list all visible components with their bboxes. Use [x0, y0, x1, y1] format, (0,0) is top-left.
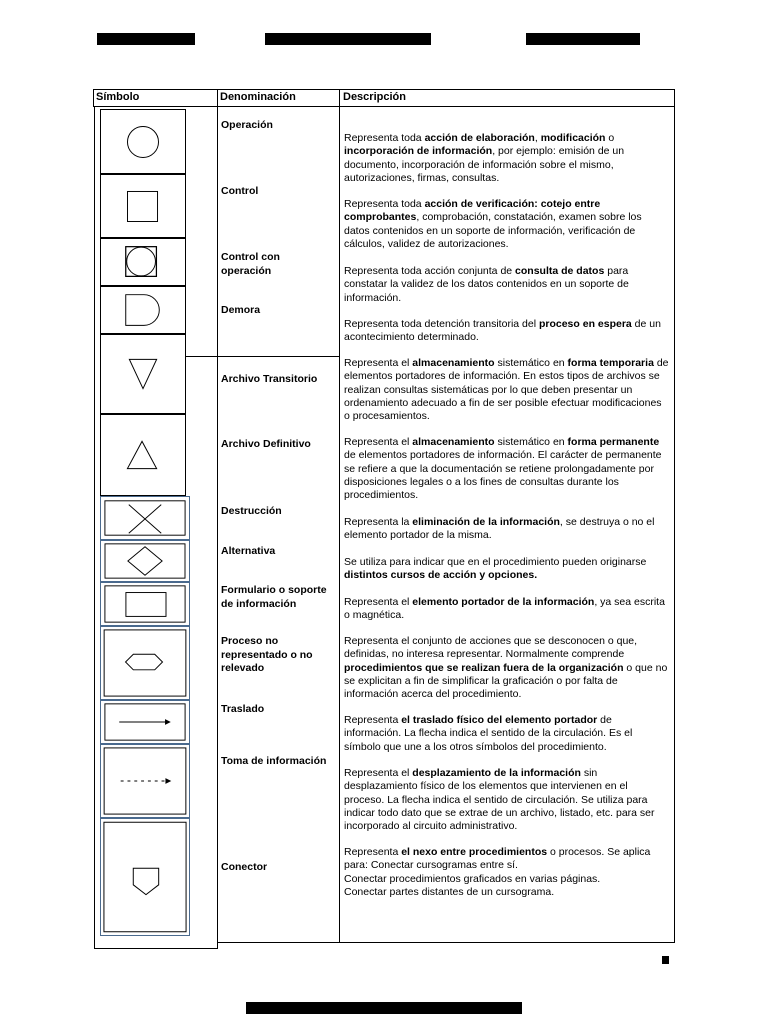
- row-desc-operacion: Representa toda acción de elaboración, modificación o incorporación de información, por ejemplo: emisión de un documento, incorporación de información sobre el mismo, autorizaciones, firmas, consultas.: [344, 132, 625, 184]
- row-desc-proceso-no-representado: Representa el conjunto de acciones que se desconocen o que, definidas, no interesa representar. Normalmente comprende procedimientos que se realizan fuera de la organización o que no se explicitan a fin de simplificar la graficación o por falta de información acerca del procedimiento.: [344, 635, 668, 701]
- row-name-archivo-definitivo: Archivo Definitivo: [221, 438, 311, 450]
- redacted-footer: [246, 1002, 522, 1014]
- row-desc-destruccion: Representa la eliminación de la información, se destruya o no el elemento portador de la misma.: [344, 516, 655, 542]
- d-shape-icon: [101, 287, 185, 333]
- row-desc-conector: Representa el nexo entre procedimientos o procesos. Se aplica para: Conectar cursogramas entre sí. Conectar procedimientos graficados en varias páginas. Conectar partes distantes de un cursograma.: [344, 846, 651, 898]
- down-triangle-icon: [101, 335, 185, 413]
- redacted-header-center: [265, 33, 431, 45]
- section-divider: [186, 356, 340, 357]
- circle-icon: [101, 110, 185, 173]
- redacted-header-left: [97, 33, 195, 45]
- row-desc-archivo-transitorio: Representa el almacenamiento sistemático en forma temporaria de elementos portadores de información. En estos tipos de archivos se realizan consultas sistemáticas por lo que deben presentar un ordenamiento adecuado a fin de ser posible efectuar modificaciones o procesamientos.: [344, 357, 669, 423]
- row-name-alternativa: Alternativa: [221, 545, 276, 557]
- page-marker: [662, 956, 669, 964]
- row-desc-formulario: Representa el elemento portador de la información, ya sea escrita o magnética.: [344, 596, 665, 622]
- row-desc-demora: Representa toda detención transitoria del proceso en espera de un acontecimiento determinado.: [344, 318, 661, 344]
- row-name-demora: Demora: [221, 304, 261, 316]
- row-desc-control: Representa toda acción de verificación: cotejo entre comprobantes, comprobación, constatación, examen sobre los datos contenidos en un soporte de información, verificación de cálculos, validez de autorizaciones.: [344, 198, 642, 250]
- symbol-archivo-transitorio: [100, 334, 186, 414]
- row-name-toma-de-informacion: Toma de información: [221, 755, 327, 767]
- row-name-archivo-transitorio: Archivo Transitorio: [221, 373, 318, 385]
- row-desc-archivo-definitivo: Representa el almacenamiento sistemático en forma permanente de elementos portadores de información. El carácter de permanente se refiere a que la documentación se retiene prolongadamente por disposiciones legales o a los fines de consultas durante los procedimientos.: [344, 436, 662, 502]
- dashed-arrow-icon: [101, 745, 189, 817]
- x-cross-icon: [101, 497, 189, 539]
- row-desc-alternativa: Se utiliza para indicar que en el procedimiento pueden originarse distintos cursos de acción y opciones.: [344, 556, 647, 582]
- row-name-conector: Conector: [221, 861, 268, 873]
- up-triangle-icon: [101, 415, 185, 495]
- pentagon-connector-icon: [101, 819, 189, 935]
- header-name: Denominación: [220, 91, 296, 103]
- symbol-control: [100, 174, 186, 238]
- symbol-formulario: [100, 582, 190, 626]
- symbol-archivo-definitivo: [100, 414, 186, 496]
- header-symbol: Símbolo: [96, 91, 140, 103]
- row-name-operacion: Operación: [221, 119, 273, 131]
- row-name-proceso-no-representado: Proceso no representado o no relevado: [221, 635, 313, 674]
- row-desc-traslado: Representa el traslado físico del elemento portador de información. La flecha indica el sentido de la circulación. Es el símbolo que une a los otros símbolos del procedimiento.: [344, 714, 633, 753]
- row-name-control: Control: [221, 185, 259, 197]
- hexagon-icon: [101, 627, 189, 699]
- row-name-traslado: Traslado: [221, 703, 265, 715]
- rectangle-icon: [101, 583, 189, 625]
- square-icon: [101, 175, 185, 237]
- symbol-proceso-no-representado: [100, 626, 190, 700]
- symbol-destruccion: [100, 496, 190, 540]
- circle-in-square-icon: [101, 239, 185, 285]
- symbol-demora: [100, 286, 186, 334]
- row-desc-control-con-operacion: Representa toda acción conjunta de consulta de datos para constatar la validez de los datos contenidos en un soporte de información.: [344, 265, 629, 304]
- table-bottom-border-symbol: [94, 948, 218, 949]
- table-bottom-border: [217, 942, 675, 943]
- name-column-border: [339, 106, 340, 943]
- header-description: Descripción: [343, 91, 406, 103]
- symbol-column-border: [217, 106, 218, 949]
- symbol-operacion: [100, 109, 186, 174]
- symbol-alternativa: [100, 540, 190, 582]
- symbol-conector: [100, 818, 190, 936]
- row-name-destruccion: Destrucción: [221, 505, 282, 517]
- diamond-icon: [101, 541, 189, 581]
- symbol-traslado: [100, 700, 190, 744]
- solid-arrow-icon: [101, 701, 189, 743]
- symbol-toma-de-informacion: [100, 744, 190, 818]
- row-name-formulario: Formulario o soporte de información: [221, 584, 327, 610]
- table-left-border: [94, 106, 95, 949]
- redacted-header-right: [526, 33, 640, 45]
- row-desc-toma-de-informacion: Representa el desplazamiento de la información sin desplazamiento físico de los elementos que intervienen en el proceso. La flecha indica el sentido de circulación. Se utiliza para indicar todo dato que se extrae de un archivo, listado, etc. para ser incorporado al circuito administrativo.: [344, 767, 655, 833]
- row-name-control-con-operacion: Control con operación: [221, 251, 280, 277]
- symbol-control-con-operacion: [100, 238, 186, 286]
- table-right-border: [674, 106, 675, 943]
